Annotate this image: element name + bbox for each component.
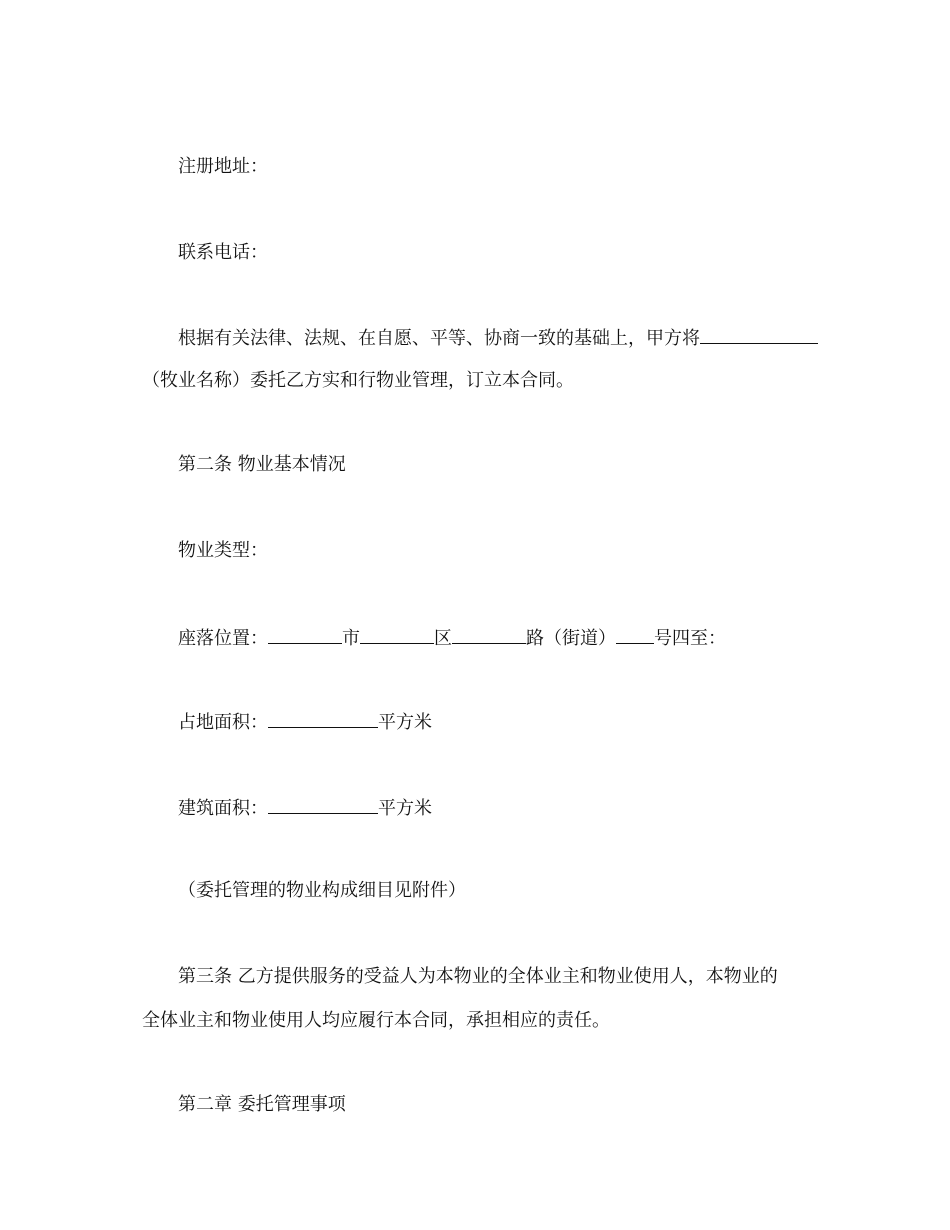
chapter2-heading-text: 第二章 委托管理事项 (178, 1094, 346, 1115)
location-road: 路（街道） (526, 628, 616, 649)
article3-line1 (178, 966, 778, 988)
article3-text-line1: 第三条 乙方提供服务的受益人为本物业的全体业主和物业使用人，本物业的 (178, 966, 778, 987)
location-line (178, 626, 726, 650)
article3-line2 (142, 1010, 610, 1032)
article2-heading (178, 454, 346, 476)
location-number: 号四至： (654, 628, 726, 649)
district-blank (360, 626, 434, 644)
chapter2-heading (178, 1094, 346, 1116)
attachment-note: （委托管理的物业构成细目见附件） (178, 880, 466, 901)
phone-line (178, 242, 268, 264)
location-city: 市 (342, 628, 360, 649)
attachment-note-line (178, 880, 466, 902)
building-area-unit: 平方米 (378, 798, 432, 819)
location-label: 座落位置： (178, 628, 268, 649)
land-area-label: 占地面积： (178, 712, 268, 733)
phone-label: 联系电话： (178, 242, 268, 263)
article3-text-line2: 全体业主和物业使用人均应履行本合同，承担相应的责任。 (142, 1010, 610, 1031)
building-area-line (178, 796, 432, 820)
intro-text-part1: 根据有关法律、法规、在自愿、平等、协商一致的基础上，甲方将 (178, 328, 700, 349)
land-area-unit: 平方米 (378, 712, 432, 733)
article2-heading-text: 第二条 物业基本情况 (178, 454, 346, 475)
intro-paragraph-line1 (178, 326, 818, 350)
land-area-blank (268, 710, 378, 728)
property-type-label: 物业类型： (178, 540, 268, 561)
land-area-line (178, 710, 432, 734)
registered-address-line (178, 156, 268, 178)
intro-text-part2: （牧业名称）委托乙方实和行物业管理，订立本合同。 (142, 370, 574, 391)
number-blank (616, 626, 654, 644)
location-district: 区 (434, 628, 452, 649)
city-blank (268, 626, 342, 644)
road-blank (452, 626, 526, 644)
registered-address-label: 注册地址： (178, 156, 268, 177)
property-type-line (178, 540, 268, 562)
building-area-blank (268, 796, 378, 814)
building-area-label: 建筑面积： (178, 798, 268, 819)
intro-paragraph-line2 (142, 370, 574, 392)
property-name-blank (700, 326, 818, 344)
